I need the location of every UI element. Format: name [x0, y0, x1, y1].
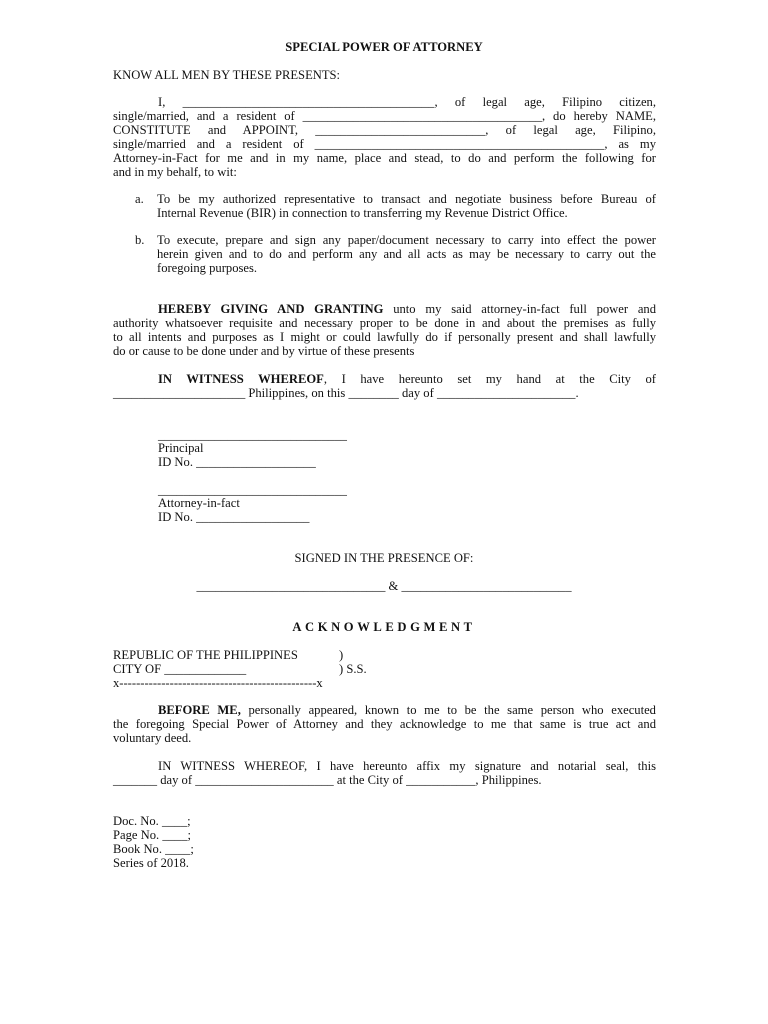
notary-witness-paragraph [113, 759, 656, 787]
intro-line: single/married and a resident of ______________________________________________, as my [113, 137, 656, 151]
before-me-rest: personally appeared, known to me to be the same person who executed [240, 703, 656, 717]
venue-ss: ) S.S. [339, 662, 367, 676]
signature-line-principal: ______________________________ [158, 428, 347, 442]
list-item-line: To execute, prepare and sign any paper/document necessary to carry into effect the power [157, 233, 656, 247]
series-year: Series of 2018. [113, 856, 189, 870]
notary-witness-line: IN WITNESS WHEREOF, I have hereunto affix my signature and notarial seal, this [158, 759, 656, 773]
granting-paragraph [113, 302, 656, 358]
witness-signature-lines: ______________________________ & ___________________________ [196, 579, 572, 593]
list-item-line: herein given and to do and perform any and all acts as may be necessary to carry out the [157, 247, 656, 261]
intro-line: I, ________________________________________, of legal age, Filipino citizen, [158, 95, 656, 109]
document-title: SPECIAL POWER OF ATTORNEY [285, 40, 483, 54]
venue-country: REPUBLIC OF THE PHILIPPINES [113, 648, 298, 662]
granting-line: to all intents and purposes as I might or could lawfully do if personally present and shall lawfully [113, 330, 656, 344]
list-item [135, 233, 656, 275]
attorney-label: Attorney-in-fact [158, 496, 240, 510]
granting-line [113, 302, 656, 316]
acknowledgment-title: ACKNOWLEDGMENT [292, 620, 476, 634]
before-me-line: the foregoing Special Power of Attorney and they acknowledge to me that same is true act and [113, 717, 656, 731]
signature-line-attorney: ______________________________ [158, 483, 347, 497]
before-me-line: voluntary deed. [113, 731, 192, 745]
before-me-lead: BEFORE ME, [158, 703, 241, 717]
opening-line: KNOW ALL MEN BY THESE PRESENTS: [113, 68, 341, 82]
intro-line: Attorney-in-Fact for me and in my name, place and stead, to do and perform the following for [113, 151, 656, 165]
witness-line [113, 372, 656, 386]
intro-line: single/married, and a resident of ______________________________________, do hereby NAME, [113, 109, 656, 123]
granting-rest: unto my said attorney-in-fact full power and [383, 302, 656, 316]
list-item-line: foregoing purposes. [157, 261, 258, 275]
list-marker: b. [135, 233, 145, 247]
principal-label: Principal [158, 441, 204, 455]
notarial-register [113, 814, 656, 870]
venue-divider: x-----------------------------------------------x [113, 676, 323, 690]
list-item-line: To be my authorized representative to transact and negotiate business before Bureau of [157, 192, 656, 206]
list-item-line: Internal Revenue (BIR) in connection to transferring my Revenue District Office. [157, 206, 568, 220]
attorney-id: ID No. __________________ [158, 510, 310, 524]
intro-paragraph [113, 95, 656, 179]
witness-paragraph [113, 372, 656, 400]
witness-lead: IN WITNESS WHEREOF [158, 372, 324, 386]
witness-rest: , I have hereunto set my hand at the City of [323, 372, 656, 386]
venue-paren: ) [339, 648, 344, 662]
list-item [135, 192, 656, 220]
page-number: Page No. ____; [113, 828, 192, 842]
witness-line: _____________________ Philippines, on this ________ day of ______________________. [113, 386, 579, 400]
notary-witness-line: _______ day of ______________________ at the City of ___________, Philippines. [113, 773, 542, 787]
principal-id: ID No. ___________________ [158, 455, 316, 469]
granting-lead: HEREBY GIVING AND GRANTING [158, 302, 384, 316]
before-me-paragraph [113, 703, 656, 745]
granting-line: do or cause to be done under and by virtue of these presents [113, 344, 415, 358]
doc-number: Doc. No. ____; [113, 814, 191, 828]
intro-line: CONSTITUTE and APPOINT, ___________________________, of legal age, Filipino, [113, 123, 656, 137]
list-marker: a. [135, 192, 144, 206]
granting-line: authority whatsoever requisite and necessary proper to be done in and about the premises as fully [113, 316, 656, 330]
before-me-line [113, 703, 656, 717]
book-number: Book No. ____; [113, 842, 194, 856]
intro-line: and in my behalf, to wit: [113, 165, 237, 179]
venue-city: CITY OF _____________ [113, 662, 247, 676]
presence-heading: SIGNED IN THE PRESENCE OF: [294, 551, 474, 565]
